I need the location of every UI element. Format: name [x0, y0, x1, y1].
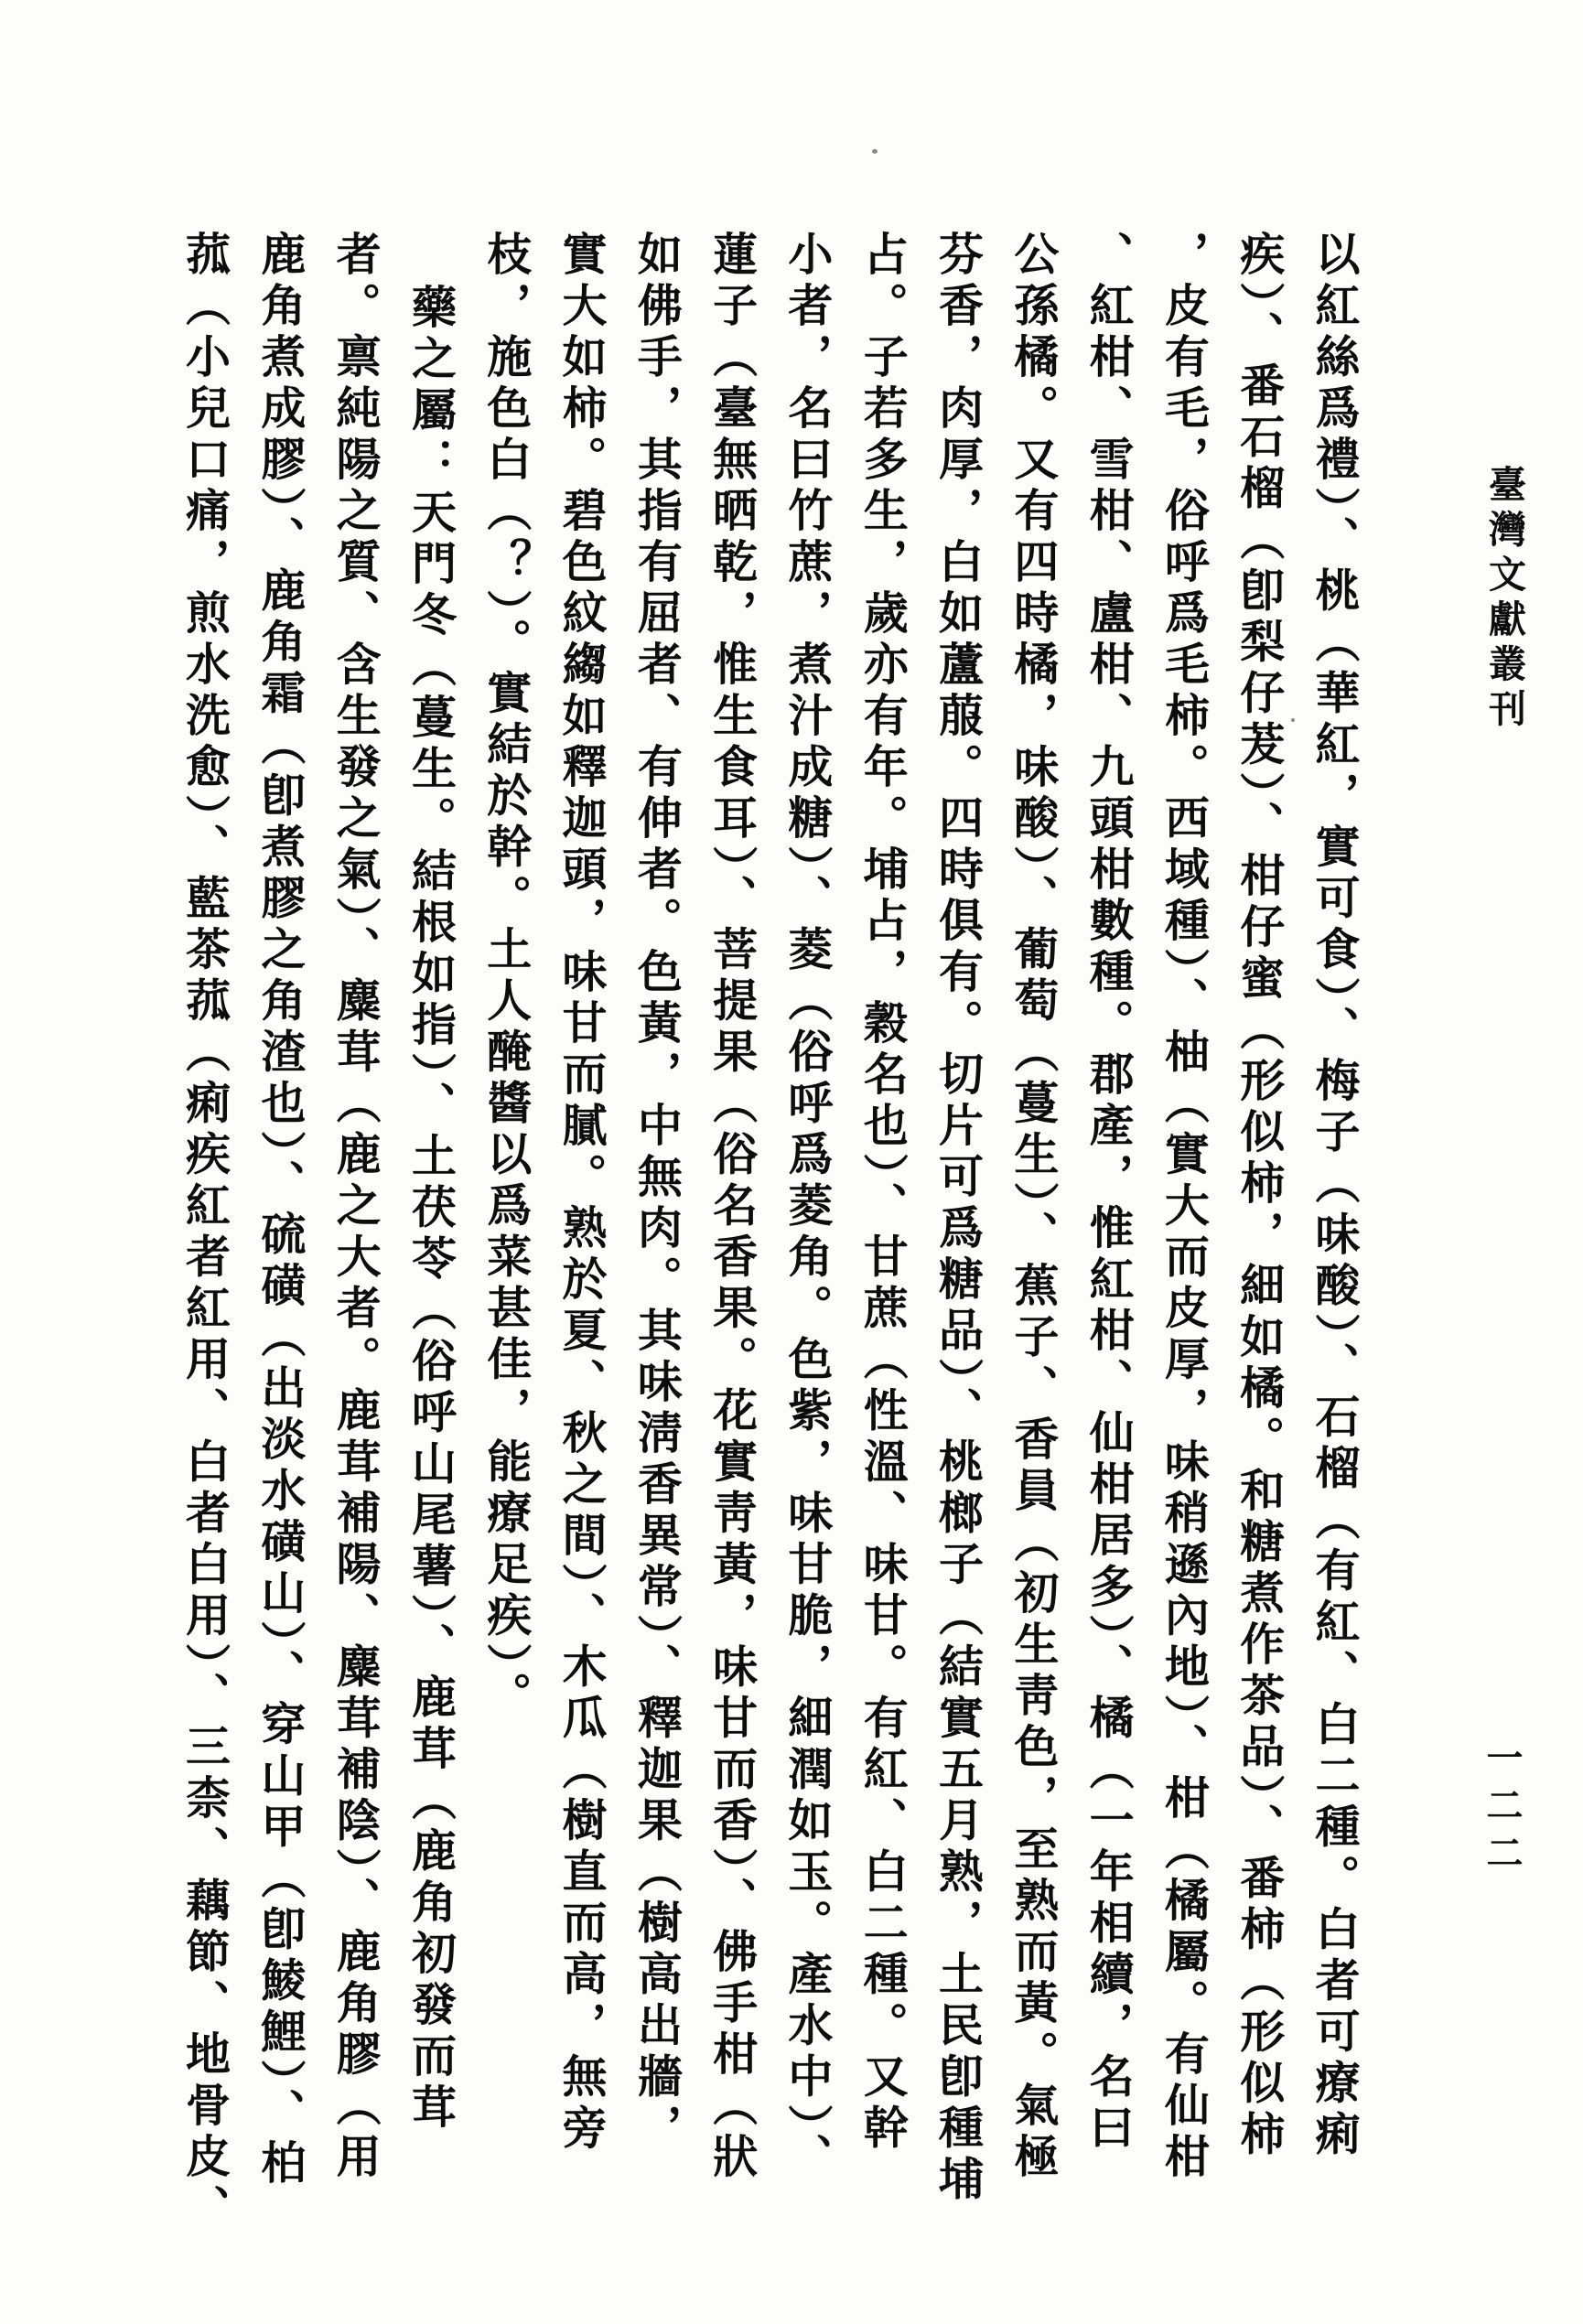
page-number: 一二二: [1481, 1738, 1524, 1881]
scan-speck: [872, 149, 878, 154]
text-column-4: 、紅柑、雪柑、盧柑、九頭柑數種。郡產，惟紅柑、仙柑居多）、橘（一年相續，名曰: [1082, 231, 1136, 2156]
series-title: 臺灣文獻叢刊: [1482, 465, 1526, 734]
text-column-12: 枝，施色白（？）。實結於幹。土人醃醬以爲菜甚佳，能療足疾）。: [479, 231, 533, 1723]
text-column-8: 小者，名曰竹蔗，煮汁成糖）、菱（俗呼爲菱角。色紫，味甘脆，細潤如玉。產水中）、: [781, 231, 835, 2184]
body-text: [167, 231, 1373, 2300]
text-column-10: 如佛手，其指有屈者、有伸者。色黃，中無肉。其味淸香異常）、釋迦果（樹高出牆，: [630, 231, 684, 2156]
text-column-15: 鹿角煮成膠）、鹿角霜（卽煮膠之角渣也）、硫磺（出淡水磺山）、穿山甲（卽鯪鯉）、柏: [253, 231, 307, 2190]
text-column-13-paragraph-start: 藥之屬：天門冬（蔓生。結根如指）、土茯苓（俗呼山尾薯）、鹿茸（鹿角初發而茸: [404, 284, 458, 2135]
text-column-16: 菰（小兒口痛，煎水洗愈）、藍茶菰（痢疾紅者紅用、白者白用）、三柰、藕節、地骨皮、: [178, 231, 232, 2235]
text-column-11: 實大如柿。碧色紋縐如釋迦頭，味甘而膩。熟於夏、秋之間）、木瓜（樹直而高，無旁: [555, 231, 609, 2156]
text-column-6: 芬香，肉厚，白如蘆菔。四時俱有。切片可爲糖品）、桃榔子（結實五月熟，土民卽種埔: [931, 231, 985, 2207]
text-column-1: 以紅絲爲禮）、桃（華紅，實可食）、梅子（味酸）、石榴（有紅、白二種。白者可療痢: [1308, 231, 1362, 2162]
text-column-7: 占。子若多生，歲亦有年。埔占，穀名也）、甘蔗（性溫、味甘。有紅、白二種。又幹: [856, 231, 910, 2156]
scan-speck: [1291, 718, 1295, 722]
text-column-3: ，皮有毛，俗呼爲毛柿。西域種）、柚（實大而皮厚，味稍遜內地）、柑（橘屬。有仙柑: [1158, 231, 1211, 2184]
text-column-9: 蓮子（臺無晒乾，惟生食耳）、菩提果（俗名香果。花實靑黃，味甘而香）、佛手柑（狀: [705, 231, 759, 2184]
text-column-2: 疾）、番石榴（卽梨仔茇）、柑仔蜜（形似柿，細如橘。和糖煮作茶品）、番柿（形似柿: [1233, 231, 1287, 2162]
text-column-5: 公孫橘。又有四時橘，味酸）、葡萄（蔓生）、蕉子、香員（初生靑色，至熟而黃。氣極: [1007, 231, 1061, 2184]
text-column-14: 者。禀純陽之質、含生發之氣）、麋茸（鹿之大者。鹿茸補陽、麋茸補陰）、鹿角膠（用: [329, 231, 383, 2184]
